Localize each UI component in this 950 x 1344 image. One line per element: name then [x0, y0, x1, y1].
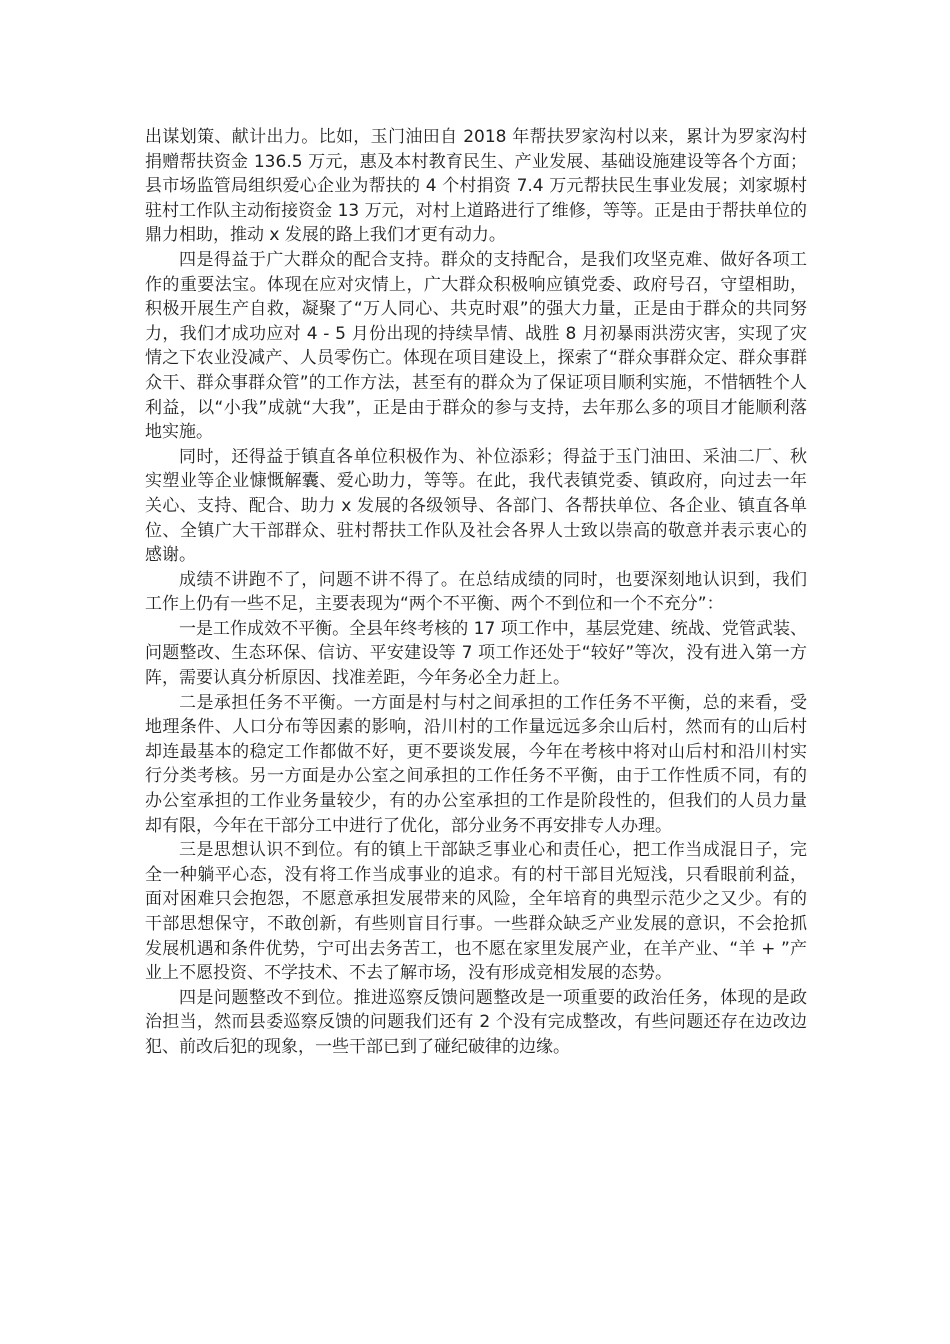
paragraph-help-units: 出谋划策、献计出力。比如，玉门油田自 2018 年帮扶罗家沟村以来，累计为罗家沟村捐赠帮扶资金 136.5 万元，惠及本村教育民生、产业发展、基础设施建设等各个方面；县市场监管局组织爱心企业为帮扶的 4 个村捐资 7.4 万元帮扶民生事业发展；刘家塬村驻村工作队主动衔接资金 13 万元，对村上道路进行了维修，等等。正是由于帮扶单位的鼎力相助，推动 x 发展的路上我们才更有动力。	[145, 127, 807, 246]
paragraph-public-support: 四是得益于广大群众的配合支持。群众的支持配合，是我们攻坚克难、做好各项工作的重要法宝。体现在应对灾情上，广大群众积极响应镇党委、政府号召，守望相助，积极开展生产自救，凝聚了“万人同心、共克时艰”的强大力量，正是由于群众的共同努力，我们才成功应对 4 - 5 月份出现的持续旱情、战胜 8 月初暴雨洪涝灾害，实现了灾情之下农业没减产、人员零伤亡。体现在项目建设上，探索了“群众事群众定、群众事群众干、群众事群众管”的工作方法，甚至有的群众为了保证项目顺利实施，不惜牺牲个人利益，以“小我”成就“大我”，正是由于群众的参与支持，去年那么多的项目才能顺利落地实施。	[145, 249, 807, 443]
paragraph-task-imbalance: 二是承担任务不平衡。一方面是村与村之间承担的工作任务不平衡，总的来看，受地理条件、人口分布等因素的影响，沿川村的工作量远远多余山后村，然而有的山后村却连最基本的稳定工作都做不好，更不要谈发展，今年在考核中将对山后村和沿川村实行分类考核。另一方面是办公室之间承担的工作任务不平衡，由于工作性质不同，有的办公室承担的工作业务量较少，有的办公室承担的工作是阶段性的，但我们的人员力量却有限，今年在干部分工中进行了优化，部分业务不再安排专人办理。	[145, 692, 807, 836]
paragraph-work-imbalance: 一是工作成效不平衡。全县年终考核的 17 项工作中，基层党建、统战、党管武装、问题整改、生态环保、信访、平安建设等 7 项工作还处于“较好”等次，没有进入第一方阵，需要认真分析原因、找准差距，今年务必全力赶上。	[145, 618, 807, 689]
document-body	[145, 125, 807, 1060]
paragraph-thinking-gap: 三是思想认识不到位。有的镇上干部缺乏事业心和责任心，把工作当成混日子，完全一种躺平心态，没有将工作当成事业的追求。有的村干部目光短浅，只看眼前利益，面对困难只会抱怨，不愿意承担发展带来的风险，全年培育的典型示范少之又少。有的干部思想保守，不敢创新，有些则盲目行事。一些群众缺乏产业发展的意识，不会抢抓发展机遇和条件优势，宁可出去务苦工，也不愿在家里发展产业，在羊产业、“羊 + ”产业上不愿投资、不学技术、不去了解市场，没有形成竞相发展的态势。	[145, 840, 807, 984]
paragraph-acknowledgements: 同时，还得益于镇直各单位积极作为、补位添彩；得益于玉门油田、采油二厂、秋实塑业等企业慷慨解囊、爱心助力，等等。在此，我代表镇党委、镇政府，向过去一年关心、支持、配合、助力 x 发展的各级领导、各部门、各帮扶单位、各企业、镇直各单位、全镇广大干部群众、驻村帮扶工作队及社会各界人士致以崇高的敬意并表示衷心的感谢。	[145, 446, 807, 566]
paragraph-problems-intro: 成绩不讲跑不了，问题不讲不得了。在总结成绩的同时，也要深刻地认识到，我们工作上仍有一些不足，主要表现为“两个不平衡、两个不到位和一个不充分”：	[145, 569, 807, 615]
paragraph-rectification-gap: 四是问题整改不到位。推进巡察反馈问题整改是一项重要的政治任务，体现的是政治担当，然而县委巡察反馈的问题我们还有 2 个没有完成整改，有些问题还存在边改边犯、前改后犯的现象，一些干部已到了碰纪破律的边缘。	[145, 987, 807, 1057]
